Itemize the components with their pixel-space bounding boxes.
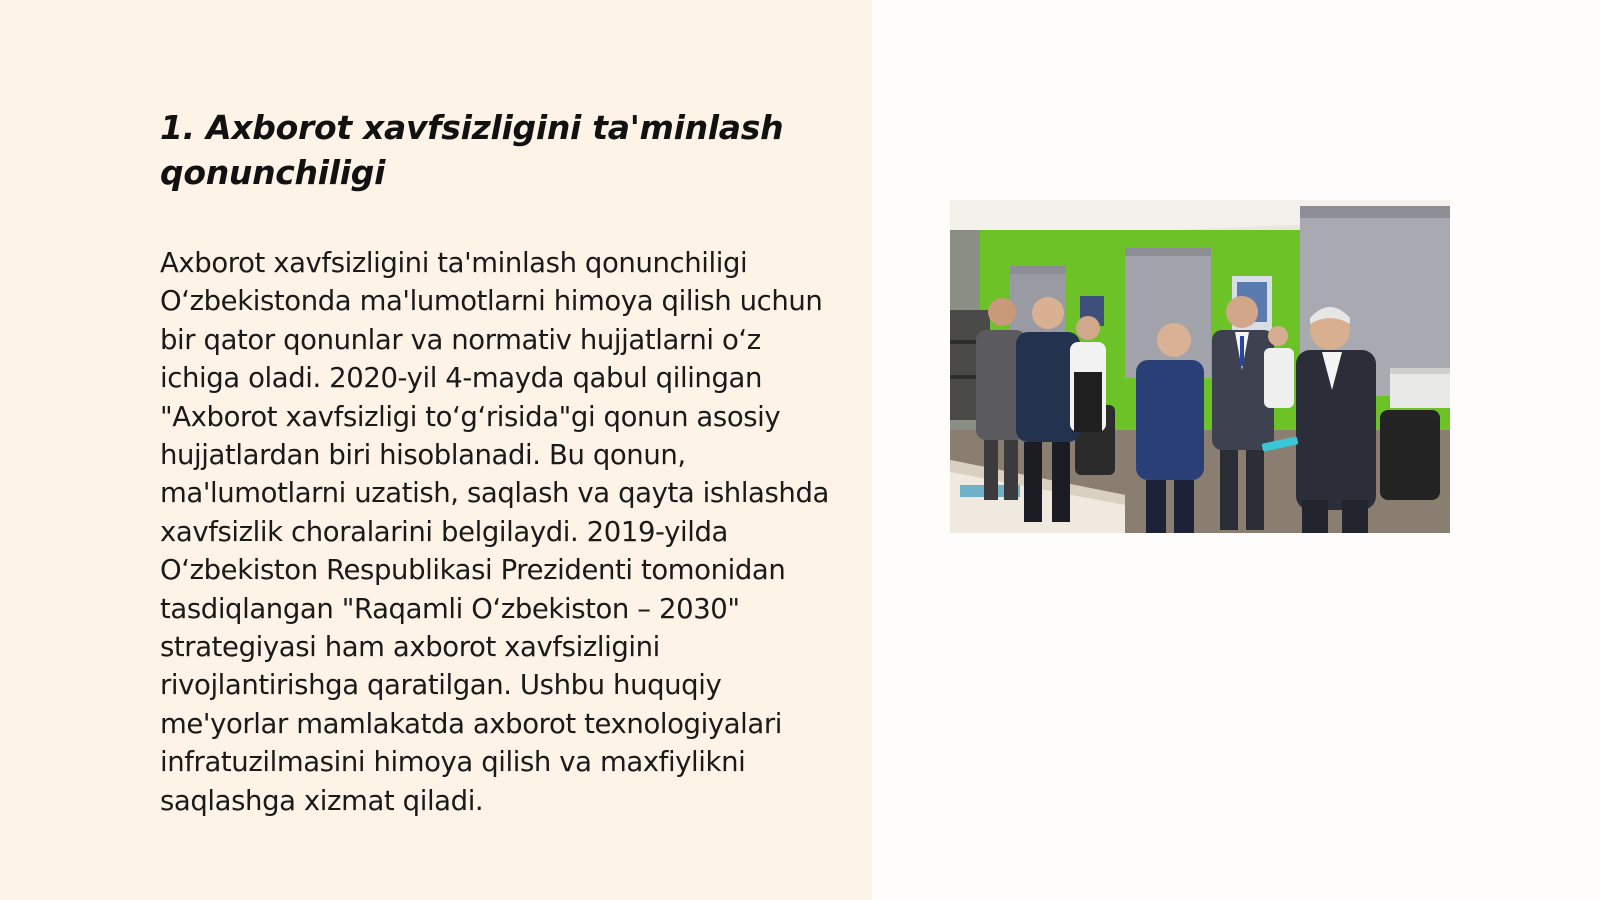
classroom-photo [950,200,1450,533]
slide-title: 1. Axborot xavfsizligini ta'minlash qonunchiligi [160,108,784,192]
classroom-photo-illustration [950,200,1450,533]
slide-body-text: Axborot xavfsizligini ta'minlash qonunchiligi O‘zbekistonda ma'lumotlarni himoya qilish uchun bir qator qonunlar va normativ hujjatlarni o‘z ichiga oladi. 2020-yil 4-mayda qabul qilingan "Axborot xavfsizligi to‘g‘risida"gi qonun asosiy hujjatlardan biri hisoblanadi. Bu qonun, ma'lumotlarni uzatish, saqlash va qayta ishlashda xavfsizlik choralarini belgilaydi. 2019-yilda O‘zbekiston Respublikasi Prezidenti tomonidan tasdiqlangan "Raqamli O‘zbekiston – 2030" strategiyasi ham axborot xavfsizligini rivojlantirishga qaratilgan. Ushbu huquqiy me'yorlar mamlakatda axborot texnologiyalari infratuzilmasini himoya qilish va maxfiylikni saqlashga xizmat qiladi. [160,247,829,817]
